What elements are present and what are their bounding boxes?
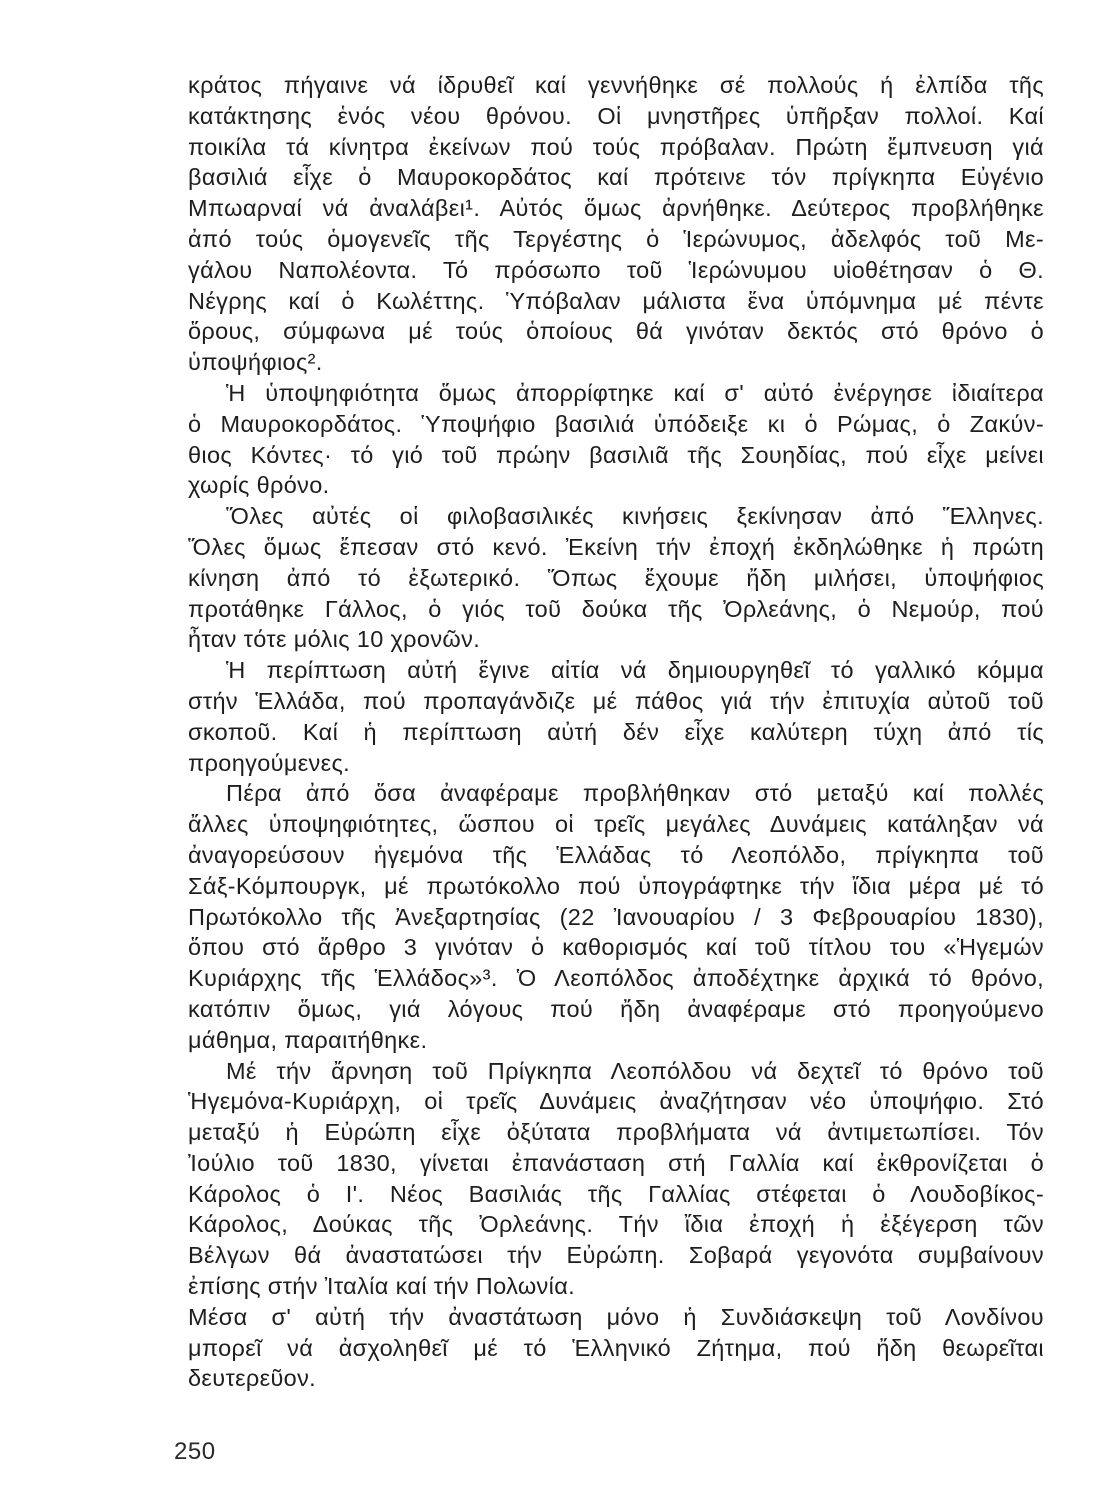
text-line: Κυριάρχης τῆς Ἑλλάδος»³. Ὁ Λεοπόλδος ἀποδέχτηκε ἀρχικά τό θρόνο, <box>188 965 1044 992</box>
text-line: ποικίλα τά κίνητρα ἐκείνων πού τούς πρόβαλαν. Πρώτη ἔμπνευση γιά <box>188 133 1044 160</box>
text-line: μπορεῖ νά ἀσχοληθεῖ μέ τό Ἑλληνικό Ζήτημα, πού ἤδη θεωρεῖται <box>188 1334 1044 1361</box>
paragraph-4 <box>188 655 1044 778</box>
paragraph-6 <box>188 1056 1044 1302</box>
text-line: Ὅλες αὐτές οἱ φιλοβασιλικές κινήσεις ξεκίνησαν ἀπό Ἕλληνες. <box>226 503 1044 530</box>
text-line: Κάρολος, Δούκας τῆς Ὀρλεάνης. Τήν ἴδια ἐποχή ἡ ἐξέγερση τῶν <box>188 1211 1044 1238</box>
text-line: γάλου Ναπολέοντα. Τό πρόσωπο τοῦ Ἱερώνυμου υἱοθέτησαν ὁ Θ. <box>188 256 1044 283</box>
text-line: θιος Κόντες· τό γιό τοῦ πρώην βασιλιᾶ τῆς Σουηδίας, πού εἶχε μείνει <box>188 441 1044 468</box>
text-line: μάθημα, παραιτήθηκε. <box>188 1026 428 1053</box>
paragraph-1 <box>188 70 1044 378</box>
text-line: ὑποψήφιος². <box>188 349 323 376</box>
text-line: Ἡ ὑποψηφιότητα ὅμως ἀπορρίφτηκε καί σ' αὐτό ἐνέργησε ἰδιαίτερα <box>226 379 1044 406</box>
text-line: Πέρα ἀπό ὅσα ἀναφέραμε προβλήθηκαν στό μεταξύ καί πολλές <box>226 780 1044 807</box>
text-line: ὅπου στό ἄρθρο 3 γινόταν ὁ καθορισμός καί τοῦ τίτλου του «Ἡγεμών <box>188 934 1044 961</box>
text-line: Ὅλες ὅμως ἔπεσαν στό κενό. Ἐκείνη τήν ἐποχή ἐκδηλώθηκε ἡ πρώτη <box>188 533 1044 560</box>
text-line: Σάξ-Κόμπουργκ, μέ πρωτόκολλο πού ὑπογράφτηκε τήν ἴδια μέρα μέ τό <box>188 872 1044 899</box>
text-line: Ἡ περίπτωση αὐτή ἔγινε αἰτία νά δημιουργηθεῖ τό γαλλικό κόμμα <box>226 657 1044 684</box>
text-line: Μπωαρναί νά ἀναλάβει¹. Αὐτός ὅμως ἀρνήθηκε. Δεύτερος προβλήθηκε <box>188 195 1044 222</box>
text-line: κατόπιν ὅμως, γιά λόγους πού ἤδη ἀναφέραμε στό προηγούμενο <box>188 995 1044 1022</box>
text-line: προηγούμενες. <box>188 749 351 776</box>
text-line: Νέγρης καί ὁ Κωλέττης. Ὑπόβαλαν μάλιστα ἕνα ὑπόμνημα μέ πέντε <box>188 287 1044 314</box>
text-line: Κάρολος ὁ Ι'. Νέος Βασιλιάς τῆς Γαλλίας στέφεται ὁ Λουδοβίκος- <box>188 1180 1044 1207</box>
text-line: ἀπό τούς ὁμογενεῖς τῆς Τεργέστης ὁ Ἱερώνυμος, ἀδελφός τοῦ Με- <box>188 225 1044 252</box>
text-line: σκοποῦ. Καί ἡ περίπτωση αὐτή δέν εἶχε καλύτερη τύχη ἀπό τίς <box>188 718 1044 745</box>
text-line: προτάθηκε Γάλλος, ὁ γιός τοῦ δούκα τῆς Ὀρλεάνης, ὁ Νεμούρ, πού <box>188 595 1044 622</box>
text-line: ἄλλες ὑποψηφιότητες, ὥσπου οἱ τρεῖς μεγάλες Δυνάμεις κατάληξαν νά <box>188 811 1044 838</box>
paragraph-5 <box>188 778 1044 1055</box>
text-line: Ἰούλιο τοῦ 1830, γίνεται ἐπανάσταση στή Γαλλία καί ἐκθρονίζεται ὁ <box>188 1149 1044 1176</box>
text-line: ὅρους, σύμφωνα μέ τούς ὁποίους θά γινόταν δεκτός στό θρόνο ὁ <box>188 318 1044 345</box>
text-line: Πρωτόκολλο τῆς Ἀνεξαρτησίας (22 Ἰανουαρίου / 3 Φεβρουαρίου 1830), <box>188 903 1044 930</box>
paragraph-3 <box>188 501 1044 655</box>
text-line: κίνηση ἀπό τό ἐξωτερικό. Ὅπως ἔχουμε ἤδη μιλήσει, ὑποψήφιος <box>188 564 1044 591</box>
page-text <box>188 70 1044 1394</box>
text-line: ὁ Μαυροκορδάτος. Ὑποψήφιο βασιλιά ὑπόδειξε κι ὁ Ρώμας, ὁ Ζακύν- <box>188 410 1044 437</box>
text-line: Ἡγεμόνα-Κυριάρχη, οἱ τρεῖς Δυνάμεις ἀναζήτησαν νέο ὑποψήφιο. Στό <box>188 1088 1044 1115</box>
text-line: κράτος πήγαινε νά ίδρυθεῖ καί γεννήθηκε σέ πολλούς ή ἐλπίδα τῆς <box>188 72 1044 98</box>
text-line: στήν Ἑλλάδα, πού προπαγάνδιζε μέ πάθος γιά τήν ἐπιτυχία αὐτοῦ τοῦ <box>188 687 1044 714</box>
text-line: Βέλγων θά ἀναστατώσει τήν Εὐρώπη. Σοβαρά γεγονότα συμβαίνουν <box>188 1242 1044 1269</box>
text-line: μεταξύ ἡ Εὐρώπη εἶχε ὀξύτατα προβλήματα νά ἀντιμετωπίσει. Τόν <box>188 1119 1044 1146</box>
text-line: Μέ τήν ἄρνηση τοῦ Πρίγκηπα Λεοπόλδου νά δεχτεῖ τό θρόνο τοῦ <box>226 1057 1044 1084</box>
text-line: ἐπίσης στήν Ἰταλία καί τήν Πολωνία. <box>188 1273 576 1300</box>
text-line: Μέσα σ' αὐτή τήν ἀναστάτωση μόνο ἡ Συνδιάσκεψη τοῦ Λονδίνου <box>188 1303 1044 1330</box>
text-line: ἀναγορεύσουν ἡγεμόνα τῆς Ἑλλάδας τό Λεοπόλδο, πρίγκηπα τοῦ <box>188 841 1044 868</box>
text-line: δευτερεῦον. <box>188 1365 317 1392</box>
paragraph-7 <box>188 1302 1044 1394</box>
paragraph-2 <box>188 378 1044 501</box>
text-line: βασιλιά εἶχε ὁ Μαυροκορδάτος καί πρότεινε τόν πρίγκηπα Εὐγένιο <box>188 164 1044 191</box>
text-line: χωρίς θρόνο. <box>188 472 330 499</box>
page-number: 250 <box>174 1438 216 1465</box>
text-line: ἦταν τότε μόλις 10 χρονῶν. <box>188 626 481 653</box>
text-line: κατάκτησης ἑνός νέου θρόνου. Οἱ μνηστῆρες ὑπῆρξαν πολλοί. Καί <box>188 102 1044 129</box>
